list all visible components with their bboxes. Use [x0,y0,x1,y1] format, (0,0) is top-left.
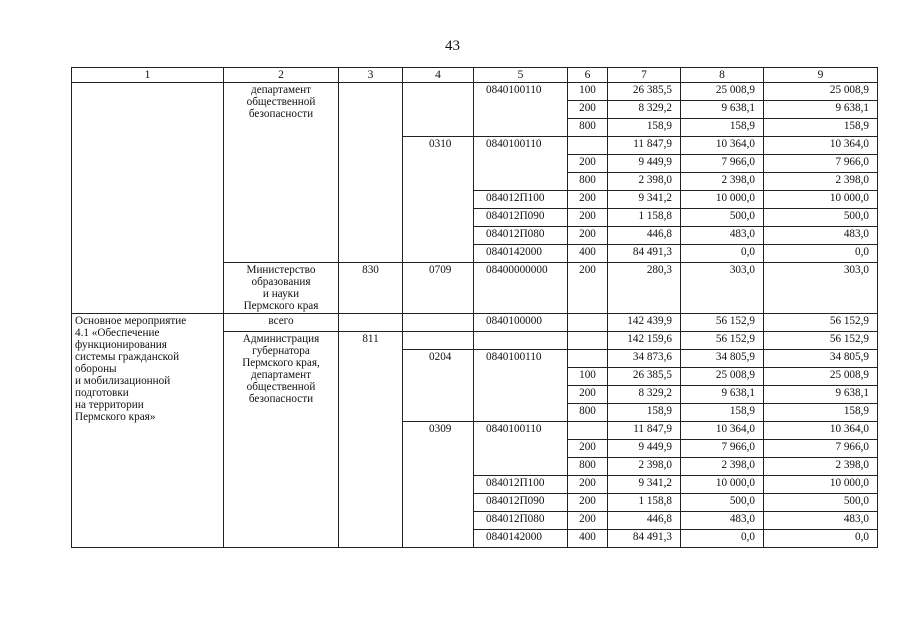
value-cell: 500,0 [764,494,878,512]
value-cell: 500,0 [681,494,764,512]
value-cell: 8 329,2 [608,101,681,119]
target-article-cell: 08400000000 [474,263,568,314]
expense-type-cell: 400 [568,245,608,263]
value-cell: 25 008,9 [764,368,878,386]
expense-type-cell [568,314,608,332]
column-header: 6 [568,68,608,83]
value-cell: 500,0 [764,209,878,227]
table-row [72,83,878,101]
expense-type-cell: 200 [568,386,608,404]
expense-type-cell [568,137,608,155]
target-article-cell: 0840100110 [474,422,568,476]
value-cell: 10 000,0 [681,476,764,494]
target-article-cell: 084012П100 [474,191,568,209]
section-code-cell: 0709 [403,263,474,314]
expense-type-cell: 400 [568,530,608,548]
value-cell: 84 491,3 [608,245,681,263]
expense-type-cell: 200 [568,476,608,494]
expense-type-cell [568,422,608,440]
expense-type-cell: 200 [568,227,608,245]
value-cell: 7 966,0 [681,155,764,173]
value-cell: 1 158,8 [608,209,681,227]
value-cell: 10 000,0 [681,191,764,209]
page-number: 43 [445,38,460,54]
expense-type-cell: 200 [568,494,608,512]
target-article-cell: 0840100110 [474,137,568,191]
grbs-name-cell: Министерство образования и науки Пермского края [224,263,339,314]
target-article-cell: 0840142000 [474,245,568,263]
table-row [72,314,878,332]
section-code-cell: 0204 [403,350,474,422]
measure-name-cell: Основное мероприятие 4.1 «Обеспечение функционирования системы гражданской обороны и мобилизационной подготовки на территории Пермского края» [72,314,224,548]
value-cell: 9 449,9 [608,440,681,458]
value-cell: 483,0 [764,227,878,245]
value-cell: 2 398,0 [681,173,764,191]
budget-table [71,67,878,548]
expense-type-cell: 800 [568,404,608,422]
value-cell: 9 341,2 [608,476,681,494]
value-cell: 8 329,2 [608,386,681,404]
value-cell: 26 385,5 [608,83,681,101]
target-article-cell: 084012П100 [474,476,568,494]
value-cell: 158,9 [681,404,764,422]
value-cell: 10 364,0 [764,422,878,440]
value-cell: 25 008,9 [681,83,764,101]
target-article-cell [474,332,568,350]
expense-type-cell: 800 [568,458,608,476]
value-cell: 2 398,0 [764,173,878,191]
value-cell: 158,9 [608,404,681,422]
column-header: 4 [403,68,474,83]
value-cell: 9 449,9 [608,155,681,173]
value-cell: 9 341,2 [608,191,681,209]
grbs-name-cell: департамент общественной безопасности [224,83,339,263]
grbs-code-cell [339,314,403,332]
value-cell: 0,0 [681,530,764,548]
value-cell: 26 385,5 [608,368,681,386]
expense-type-cell: 200 [568,101,608,119]
column-header: 5 [474,68,568,83]
value-cell: 25 008,9 [681,368,764,386]
column-header: 3 [339,68,403,83]
value-cell: 0,0 [681,245,764,263]
expense-type-cell: 200 [568,209,608,227]
value-cell: 158,9 [681,119,764,137]
expense-type-cell [568,350,608,368]
expense-type-cell: 200 [568,512,608,530]
value-cell: 483,0 [681,512,764,530]
value-cell: 0,0 [764,530,878,548]
value-cell: 7 966,0 [681,440,764,458]
value-cell: 446,8 [608,227,681,245]
value-cell: 10 000,0 [764,191,878,209]
value-cell: 9 638,1 [681,101,764,119]
value-cell: 56 152,9 [764,332,878,350]
value-cell: 10 364,0 [681,422,764,440]
value-cell: 9 638,1 [681,386,764,404]
value-cell: 158,9 [764,404,878,422]
column-number-row [72,68,878,83]
value-cell: 10 364,0 [681,137,764,155]
grbs-code-cell [339,83,403,263]
value-cell: 500,0 [681,209,764,227]
value-cell: 483,0 [764,512,878,530]
value-cell: 2 398,0 [608,173,681,191]
value-cell: 303,0 [764,263,878,314]
value-cell: 34 873,6 [608,350,681,368]
value-cell: 7 966,0 [764,155,878,173]
value-cell: 158,9 [764,119,878,137]
value-cell: 9 638,1 [764,386,878,404]
value-cell: 0,0 [764,245,878,263]
grbs-name-cell: Администрация губернатора Пермского края, департамент общественной безопасности [224,332,339,548]
value-cell: 9 638,1 [764,101,878,119]
measure-name-cell [72,83,224,314]
value-cell: 446,8 [608,512,681,530]
value-cell: 10 364,0 [764,137,878,155]
value-cell: 483,0 [681,227,764,245]
value-cell: 11 847,9 [608,422,681,440]
section-code-cell: 0309 [403,422,474,548]
value-cell: 56 152,9 [681,332,764,350]
target-article-cell: 084012П080 [474,227,568,245]
column-header: 7 [608,68,681,83]
value-cell: 142 439,9 [608,314,681,332]
section-code-cell [403,83,474,137]
value-cell: 7 966,0 [764,440,878,458]
section-code-cell [403,314,474,332]
target-article-cell: 084012П090 [474,209,568,227]
value-cell: 2 398,0 [764,458,878,476]
target-article-cell: 0840100110 [474,83,568,137]
value-cell: 303,0 [681,263,764,314]
value-cell: 2 398,0 [681,458,764,476]
target-article-cell: 0840100110 [474,350,568,422]
value-cell: 1 158,8 [608,494,681,512]
value-cell: 84 491,3 [608,530,681,548]
expense-type-cell: 800 [568,173,608,191]
value-cell: 56 152,9 [764,314,878,332]
value-cell: 280,3 [608,263,681,314]
value-cell: 25 008,9 [764,83,878,101]
section-code-cell: 0310 [403,137,474,263]
column-header: 2 [224,68,339,83]
value-cell: 2 398,0 [608,458,681,476]
value-cell: 56 152,9 [681,314,764,332]
target-article-cell: 0840142000 [474,530,568,548]
expense-type-cell: 100 [568,83,608,101]
target-article-cell: 084012П090 [474,494,568,512]
expense-type-cell: 200 [568,263,608,314]
grbs-code-cell: 811 [339,332,403,548]
expense-type-cell: 800 [568,119,608,137]
value-cell: 34 805,9 [681,350,764,368]
value-cell: 34 805,9 [764,350,878,368]
value-cell: 142 159,6 [608,332,681,350]
expense-type-cell: 200 [568,191,608,209]
column-header: 9 [764,68,878,83]
value-cell: 158,9 [608,119,681,137]
expense-type-cell: 200 [568,440,608,458]
grbs-code-cell: 830 [339,263,403,314]
expense-type-cell: 100 [568,368,608,386]
value-cell: 11 847,9 [608,137,681,155]
target-article-cell: 084012П080 [474,512,568,530]
column-header: 8 [681,68,764,83]
expense-type-cell [568,332,608,350]
column-header: 1 [72,68,224,83]
section-code-cell [403,332,474,350]
target-article-cell: 0840100000 [474,314,568,332]
expense-type-cell: 200 [568,155,608,173]
grbs-name-cell: всего [224,314,339,332]
value-cell: 10 000,0 [764,476,878,494]
